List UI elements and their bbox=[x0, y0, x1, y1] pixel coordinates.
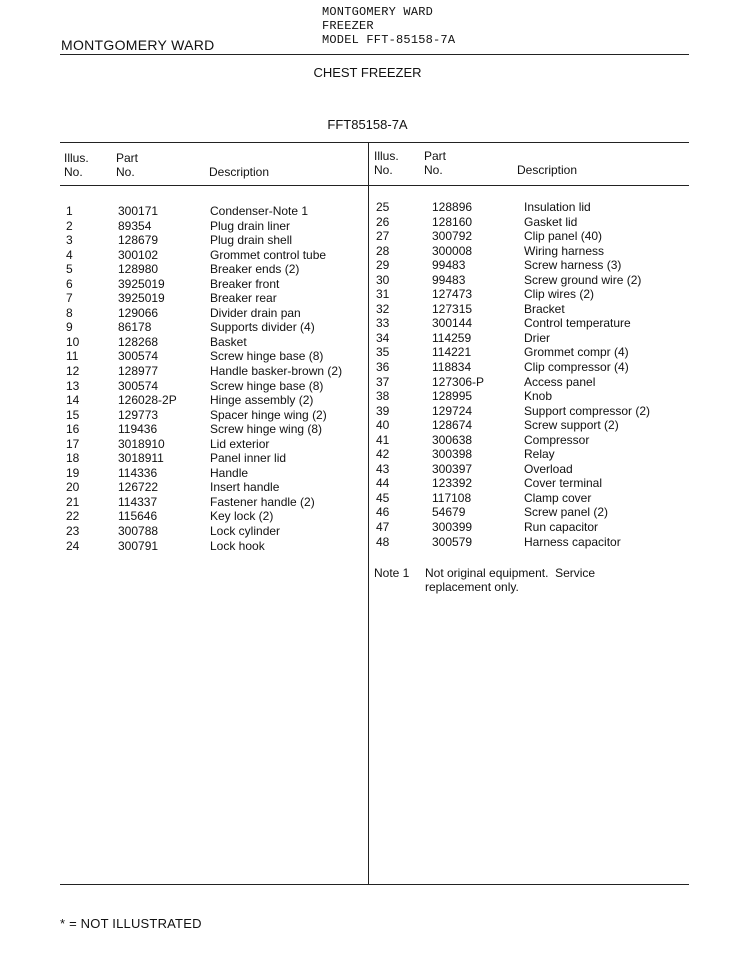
table-row bbox=[372, 462, 690, 477]
note-label: Note 1 bbox=[374, 566, 410, 580]
table-row bbox=[372, 229, 690, 244]
part-description: Breaker front bbox=[210, 276, 280, 291]
part-number: 300102 bbox=[118, 247, 159, 262]
right-header-illus bbox=[374, 149, 399, 177]
table-row bbox=[372, 244, 690, 259]
left-parts-list bbox=[60, 204, 365, 553]
part-description: Cover terminal bbox=[524, 476, 603, 491]
table-row bbox=[60, 495, 365, 510]
table-row bbox=[60, 233, 365, 248]
table-row bbox=[372, 447, 690, 462]
part-description: Clip wires (2) bbox=[524, 287, 595, 302]
part-description: Support compressor (2) bbox=[524, 403, 651, 418]
typed-line-product: FREEZER bbox=[322, 19, 374, 33]
illus-number: 17 bbox=[66, 436, 80, 451]
table-row bbox=[60, 451, 365, 466]
table-row bbox=[372, 215, 690, 230]
part-description: Grommet control tube bbox=[210, 247, 327, 262]
table-row bbox=[60, 480, 365, 495]
illus-number: 26 bbox=[376, 214, 390, 229]
part-number: 300574 bbox=[118, 378, 159, 393]
part-number: 89354 bbox=[118, 218, 152, 233]
illus-number: 16 bbox=[66, 422, 80, 437]
part-description: Wiring harness bbox=[524, 243, 605, 258]
illus-number: 7 bbox=[66, 291, 73, 306]
table-row bbox=[60, 306, 365, 321]
illus-number: 40 bbox=[376, 418, 390, 433]
illus-number: 6 bbox=[66, 276, 73, 291]
illus-number: 41 bbox=[376, 432, 390, 447]
part-number: 115646 bbox=[118, 509, 158, 524]
part-number: 300788 bbox=[118, 524, 159, 539]
part-description: Clip compressor (4) bbox=[524, 360, 629, 375]
illus-number: 32 bbox=[376, 301, 390, 316]
table-header-rule bbox=[60, 185, 689, 186]
part-description: Harness capacitor bbox=[524, 534, 621, 549]
illus-number: 2 bbox=[66, 218, 73, 233]
table-row bbox=[372, 273, 690, 288]
part-description: Panel inner lid bbox=[210, 451, 287, 466]
table-row bbox=[60, 509, 365, 524]
table-row bbox=[60, 291, 365, 306]
illus-number: 10 bbox=[66, 334, 80, 349]
part-description: Insulation lid bbox=[524, 200, 591, 214]
illus-number: 30 bbox=[376, 272, 390, 287]
table-row bbox=[372, 331, 690, 346]
part-description: Lock cylinder bbox=[210, 524, 281, 539]
illus-number: 5 bbox=[66, 262, 73, 277]
part-description: Condenser-Note 1 bbox=[210, 204, 309, 218]
part-number: 300008 bbox=[432, 243, 473, 258]
table-row bbox=[372, 418, 690, 433]
note-line-2: replacement only. bbox=[425, 580, 519, 594]
illus-number: 33 bbox=[376, 316, 390, 331]
header-illus-label: Illus. bbox=[374, 149, 399, 163]
table-row bbox=[60, 364, 365, 379]
illus-number: 34 bbox=[376, 330, 390, 345]
illus-number: 1 bbox=[66, 204, 73, 218]
table-divider bbox=[368, 142, 369, 884]
table-row bbox=[60, 466, 365, 481]
illus-number: 11 bbox=[66, 349, 79, 364]
header-no-label: No. bbox=[116, 165, 135, 179]
part-description: Control temperature bbox=[524, 316, 631, 331]
part-description: Handle bbox=[210, 465, 249, 480]
part-number: 86178 bbox=[118, 320, 152, 335]
illus-number: 45 bbox=[376, 490, 390, 505]
illus-number: 13 bbox=[66, 378, 80, 393]
part-description: Key lock (2) bbox=[210, 509, 274, 524]
part-description: Bracket bbox=[524, 301, 565, 316]
header-part-label: Part bbox=[116, 151, 139, 165]
part-number: 117108 bbox=[432, 490, 472, 505]
illus-number: 39 bbox=[376, 403, 390, 418]
note-text bbox=[425, 566, 595, 594]
table-row bbox=[60, 277, 365, 292]
header-no-label: No. bbox=[64, 165, 83, 179]
part-number: 300638 bbox=[432, 432, 473, 447]
table-row bbox=[372, 505, 690, 520]
left-header-illus bbox=[64, 151, 89, 179]
table-row bbox=[372, 287, 690, 302]
table-row bbox=[60, 422, 365, 437]
part-description: Plug drain liner bbox=[210, 218, 291, 233]
illus-number: 31 bbox=[376, 287, 390, 302]
part-number: 3925019 bbox=[118, 276, 165, 291]
part-number: 126028-2P bbox=[118, 393, 177, 408]
illus-number: 15 bbox=[66, 407, 80, 422]
table-row bbox=[60, 539, 365, 554]
illus-number: 46 bbox=[376, 505, 390, 520]
part-description: Spacer hinge wing (2) bbox=[210, 407, 327, 422]
table-row bbox=[60, 320, 365, 335]
table-top-rule bbox=[60, 142, 689, 143]
part-description: Screw support (2) bbox=[524, 418, 619, 433]
illus-number: 29 bbox=[376, 258, 390, 273]
right-header-part bbox=[424, 149, 446, 177]
part-number: 123392 bbox=[432, 476, 473, 491]
illus-number: 27 bbox=[376, 229, 390, 244]
illus-number: 38 bbox=[376, 389, 390, 404]
table-row bbox=[60, 379, 365, 394]
table-row bbox=[372, 345, 690, 360]
illus-number: 3 bbox=[66, 233, 73, 248]
part-description: Clamp cover bbox=[524, 490, 592, 505]
part-number: 128995 bbox=[432, 389, 473, 404]
part-description: Compressor bbox=[524, 432, 590, 447]
part-number: 128977 bbox=[118, 364, 159, 379]
part-description: Screw hinge base (8) bbox=[210, 349, 324, 364]
part-number: 300399 bbox=[432, 520, 473, 535]
typed-header bbox=[322, 5, 455, 47]
part-number: 300144 bbox=[432, 316, 473, 331]
part-number: 3925019 bbox=[118, 291, 165, 306]
illus-number: 37 bbox=[376, 374, 390, 389]
part-number: 127306-P bbox=[432, 374, 485, 389]
part-description: Drier bbox=[524, 330, 550, 345]
table-row bbox=[372, 491, 690, 506]
part-description: Access panel bbox=[524, 374, 596, 389]
part-description: Screw hinge base (8) bbox=[210, 378, 324, 393]
part-description: Screw hinge wing (8) bbox=[210, 422, 323, 437]
part-number: 300171 bbox=[118, 204, 159, 218]
illus-number: 22 bbox=[66, 509, 80, 524]
part-number: 127473 bbox=[432, 287, 473, 302]
page-title: CHEST FREEZER bbox=[313, 65, 422, 80]
part-number: 300574 bbox=[118, 349, 159, 364]
header-part-label: Part bbox=[424, 149, 447, 163]
part-description: Insert handle bbox=[210, 480, 280, 495]
illus-number: 14 bbox=[66, 393, 80, 408]
illus-number: 35 bbox=[376, 345, 390, 360]
part-description: Divider drain pan bbox=[210, 305, 301, 320]
part-number: 128160 bbox=[432, 214, 473, 229]
table-row bbox=[372, 520, 690, 535]
part-number: 114221 bbox=[432, 345, 472, 360]
part-number: 54679 bbox=[432, 505, 466, 520]
part-number: 3018911 bbox=[118, 451, 164, 466]
part-number: 128896 bbox=[432, 200, 473, 214]
illus-number: 44 bbox=[376, 476, 390, 491]
part-number: 128268 bbox=[118, 334, 159, 349]
part-number: 118834 bbox=[432, 360, 472, 375]
left-header-description: Description bbox=[209, 165, 270, 179]
part-description: Clip panel (40) bbox=[524, 229, 603, 244]
part-description: Gasket lid bbox=[524, 214, 578, 229]
table-row bbox=[372, 476, 690, 491]
part-description: Run capacitor bbox=[524, 520, 599, 535]
header-no-label: No. bbox=[424, 163, 443, 177]
illus-number: 43 bbox=[376, 461, 390, 476]
illus-number: 19 bbox=[66, 465, 80, 480]
right-header-description: Description bbox=[517, 163, 578, 177]
part-number: 99483 bbox=[432, 258, 466, 273]
illus-number: 36 bbox=[376, 360, 390, 375]
table-row bbox=[372, 258, 690, 273]
illus-number: 12 bbox=[66, 364, 80, 379]
part-number: 300791 bbox=[118, 538, 159, 553]
part-number: 128980 bbox=[118, 262, 159, 277]
table-row bbox=[60, 204, 365, 219]
part-description: Knob bbox=[524, 389, 553, 404]
part-number: 128679 bbox=[118, 233, 159, 248]
note-line-1: Not original equipment. Service bbox=[425, 566, 596, 580]
table-row bbox=[60, 408, 365, 423]
part-description: Handle basker-brown (2) bbox=[210, 364, 343, 379]
table-row bbox=[60, 437, 365, 452]
footer-note: * = NOT ILLUSTRATED bbox=[60, 916, 202, 931]
illus-number: 8 bbox=[66, 305, 73, 320]
part-number: 3018910 bbox=[118, 436, 165, 451]
part-description: Screw harness (3) bbox=[524, 258, 622, 273]
right-parts-list bbox=[372, 200, 690, 549]
illus-number: 24 bbox=[66, 538, 80, 553]
header-no-label: No. bbox=[374, 163, 393, 177]
part-description: Lock hook bbox=[210, 538, 265, 553]
illus-number: 4 bbox=[66, 247, 73, 262]
part-description: Screw ground wire (2) bbox=[524, 272, 642, 287]
table-row bbox=[60, 219, 365, 234]
illus-number: 25 bbox=[376, 200, 390, 214]
part-number: 114337 bbox=[118, 494, 158, 509]
table-row bbox=[372, 389, 690, 404]
table-row bbox=[372, 404, 690, 419]
table-row bbox=[60, 335, 365, 350]
part-description: Hinge assembly (2) bbox=[210, 393, 314, 408]
part-number: 114259 bbox=[432, 330, 472, 345]
part-description: Overload bbox=[524, 461, 573, 476]
typed-line-model: MODEL FFT-85158-7A bbox=[322, 33, 456, 47]
part-number: 119436 bbox=[118, 422, 158, 437]
table-row bbox=[372, 375, 690, 390]
part-number: 128674 bbox=[432, 418, 473, 433]
header-rule bbox=[60, 54, 689, 55]
illus-number: 28 bbox=[376, 243, 390, 258]
table-row bbox=[372, 302, 690, 317]
table-row bbox=[60, 248, 365, 263]
part-description: Supports divider (4) bbox=[210, 320, 315, 335]
table-row bbox=[60, 524, 365, 539]
table-row bbox=[372, 360, 690, 375]
part-number: 99483 bbox=[432, 272, 466, 287]
table-row bbox=[372, 200, 690, 215]
part-description: Breaker ends (2) bbox=[210, 262, 300, 277]
illus-number: 18 bbox=[66, 451, 80, 466]
table-row bbox=[60, 262, 365, 277]
header-illus-label: Illus. bbox=[64, 151, 89, 165]
part-number: 129773 bbox=[118, 407, 159, 422]
part-description: Grommet compr (4) bbox=[524, 345, 629, 360]
part-number: 300792 bbox=[432, 229, 473, 244]
part-description: Plug drain shell bbox=[210, 233, 293, 248]
typed-line-brand: MONTGOMERY WARD bbox=[322, 5, 434, 19]
part-description: Basket bbox=[210, 334, 247, 349]
table-row bbox=[60, 349, 365, 364]
table-row bbox=[372, 535, 690, 550]
part-description: Relay bbox=[524, 447, 555, 462]
left-header-part bbox=[116, 151, 138, 179]
part-description: Screw panel (2) bbox=[524, 505, 609, 520]
illus-number: 48 bbox=[376, 534, 390, 549]
part-number: 127315 bbox=[432, 301, 473, 316]
model-number: FFT85158-7A bbox=[327, 117, 408, 132]
part-number: 300397 bbox=[432, 461, 473, 476]
part-number: 300398 bbox=[432, 447, 473, 462]
illus-number: 47 bbox=[376, 520, 390, 535]
part-number: 129724 bbox=[432, 403, 473, 418]
part-number: 300579 bbox=[432, 534, 473, 549]
part-description: Lid exterior bbox=[210, 436, 270, 451]
table-bottom-rule bbox=[60, 884, 689, 885]
illus-number: 20 bbox=[66, 480, 80, 495]
illus-number: 9 bbox=[66, 320, 73, 335]
part-number: 126722 bbox=[118, 480, 159, 495]
part-number: 114336 bbox=[118, 465, 158, 480]
illus-number: 42 bbox=[376, 447, 390, 462]
illus-number: 21 bbox=[66, 494, 80, 509]
brand-title: MONTGOMERY WARD bbox=[61, 37, 215, 53]
table-row bbox=[372, 316, 690, 331]
part-description: Breaker rear bbox=[210, 291, 277, 306]
table-row bbox=[372, 433, 690, 448]
illus-number: 23 bbox=[66, 524, 80, 539]
part-number: 129066 bbox=[118, 305, 159, 320]
table-row bbox=[60, 393, 365, 408]
part-description: Fastener handle (2) bbox=[210, 494, 315, 509]
